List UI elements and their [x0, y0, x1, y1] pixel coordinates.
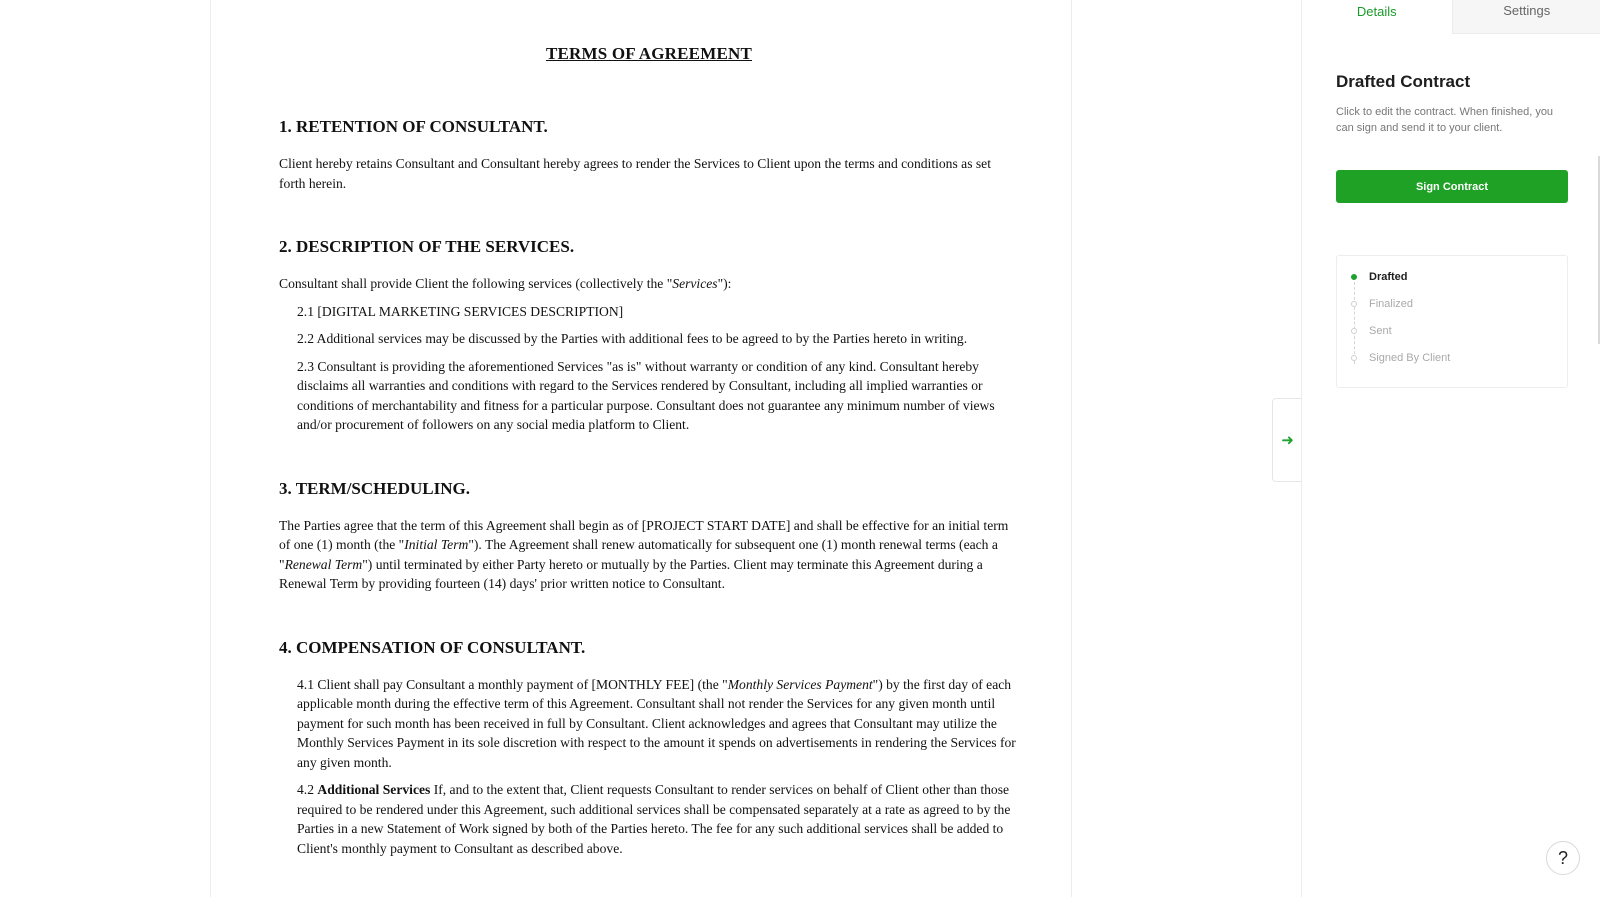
details-panel — [1301, 0, 1600, 897]
section-heading: 2. DESCRIPTION OF THE SERVICES. — [279, 237, 575, 256]
help-button[interactable] — [1546, 841, 1580, 875]
left-gutter — [0, 0, 210, 897]
panel-title: Drafted Contract — [1336, 72, 1471, 91]
defined-term-initial: Initial Term — [404, 537, 469, 552]
contract-document[interactable] — [210, 0, 1072, 897]
document-content — [279, 44, 1019, 897]
clause-2-1: 2.1 [DIGITAL MARKETING SERVICES DESCRIPTION] — [297, 303, 624, 319]
clause-number: 4.2 — [297, 782, 318, 797]
document-title: TERMS OF AGREEMENT — [545, 44, 753, 63]
clause-text-a: 4.1 Client shall pay Consultant a monthly payment of [MONTHLY FEE] (the " — [297, 676, 728, 692]
clause-text: If, and to the extent that, Client requests Consultant to render services on behalf of Client other than those required to be rendered under this Agreement, such additional services shall be compensated separately at a rate as agreed to by the Parties in a new Statement of Work signed by both of the Parties hereto. The fee for any such additional services shall be added to Client's monthly payment to Consultant as described above. — [297, 782, 1011, 856]
clause-4-2 — [297, 780, 1019, 858]
status-label: Drafted — [1369, 271, 1408, 283]
section-3 — [279, 479, 1019, 594]
defined-term-payment: Monthly Services Payment — [727, 676, 873, 692]
defined-term: Services — [672, 276, 718, 291]
term-text-3: ") until terminated by either Party hereto or mutually by the Parties. Client may terminate this Agreement during a Renewal Term by providing fourteen (14) days' prior written notice to Consultant. — [279, 556, 983, 591]
help-icon: ? — [1557, 847, 1568, 868]
status-label: Signed By Client — [1369, 352, 1451, 364]
status-dot-icon — [1351, 301, 1357, 307]
status-dot-icon — [1351, 274, 1357, 280]
status-label: Sent — [1369, 325, 1392, 337]
clause-bold-title: Additional Services — [317, 782, 431, 797]
status-finalized — [1351, 298, 1413, 310]
panel-tabs — [1302, 0, 1600, 34]
clause-4-1 — [297, 675, 1019, 773]
status-signed-by-client — [1351, 352, 1450, 364]
section-paragraph: Client hereby retains Consultant and Consultant hereby agrees to render the Services to Client upon the terms and conditions as set forth herein. — [279, 156, 991, 191]
collapse-panel-button[interactable] — [1272, 398, 1302, 482]
section-4 — [279, 638, 1019, 859]
section-paragraph — [279, 516, 1019, 594]
defined-term-renewal: Renewal Term — [284, 556, 363, 572]
clause-2-3: 2.3 Consultant is providing the aforementioned Services "as is" without warranty or condition of any kind. Consultant hereby disclaims all warranties and conditions with regard to the Services rendered by Consultant, including all implied warranties or conditions of merchantability and fitness for a particular purpose. Consultant does not guarantee any minimum number of views and/or procurement of followers on any social media platform to Client. — [297, 358, 995, 432]
tab-settings[interactable]: Settings — [1452, 0, 1600, 34]
arrow-right-icon: ➜ — [1281, 432, 1294, 449]
status-label: Finalized — [1369, 298, 1414, 310]
sign-contract-button[interactable]: Sign Contract — [1336, 170, 1568, 203]
clause-text-b: ") by the first day of each applicable month during the effective term of this Agreement. Consultant shall not render the Services for any given month until payment for such month has been received in full by Consultant. Client acknowledges and agrees that Consultant may utilize the Monthly Services Payment in its sole discretion with respect to the amount it spends on advertisements in rendering the Services for any given month. — [297, 676, 1016, 770]
term-text-1: The Parties agree that the term of this Agreement shall begin as of [PROJECT START DATE] and shall be effective for an initial term of one (1) month (the " — [279, 517, 1009, 552]
status-dot-icon — [1351, 355, 1357, 361]
intro-text: Consultant shall provide Client the following services (collectively the " — [279, 276, 673, 291]
tab-details[interactable]: Details — [1302, 0, 1452, 34]
section-heading: 3. TERM/SCHEDULING. — [279, 478, 470, 498]
section-heading: 1. RETENTION OF CONSULTANT. — [279, 117, 548, 136]
section-2 — [279, 237, 1019, 435]
section-heading: 4. COMPENSATION OF CONSULTANT. — [279, 637, 586, 657]
clause-2-2: 2.2 Additional services may be discussed by the Parties with additional fees to be agreed to by the Parties hereto in writing. — [297, 331, 968, 346]
status-timeline — [1336, 255, 1568, 388]
status-dot-icon — [1351, 328, 1357, 334]
section-1 — [279, 117, 1019, 193]
panel-description: Click to edit the contract. When finished, you can sign and send it to your client. — [1336, 106, 1554, 134]
status-drafted — [1351, 271, 1408, 283]
term-text-2: "). The Agreement shall renew automatically for subsequent one (1) month renewal terms (each a " — [279, 537, 998, 572]
status-sent — [1351, 325, 1392, 337]
intro-text-end: "): — [717, 276, 732, 291]
section-intro — [279, 274, 1019, 294]
